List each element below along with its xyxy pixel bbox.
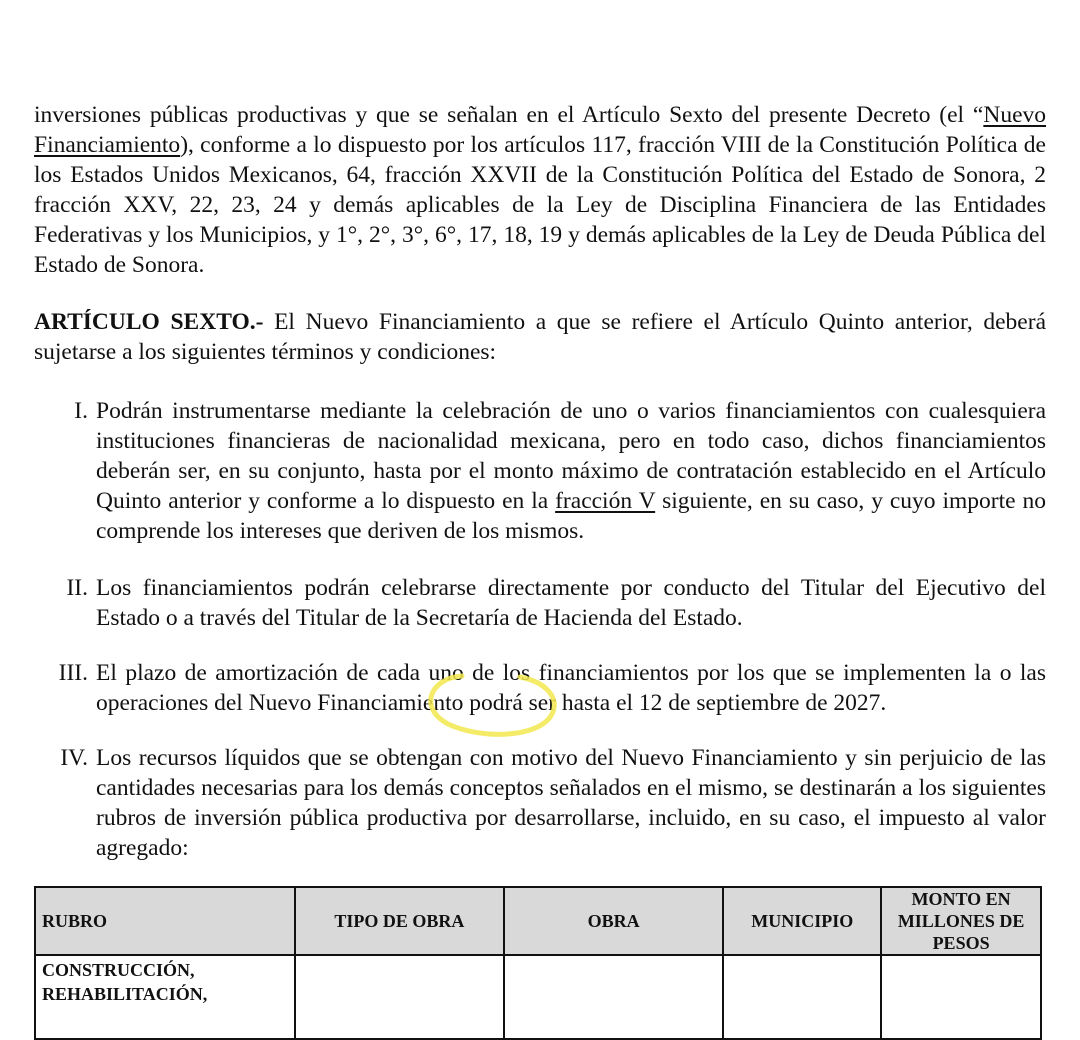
list-number: II. xyxy=(66,575,88,601)
list-text: Podrán instrumentarse mediante la celebración de uno o varios financiamientos con cualesquiera instituciones financieras de nacionalidad mexicana, pero en todo caso, dichos financiamientos deberán ser, en su conjunto, hasta por el monto máximo de contratación establecido en el Artículo Quinto anterior y conforme a lo dispuesto en la fracción V siguiente, en su caso, y cuyo importe no comprende los intereses que deriven de los mismos. xyxy=(96,398,1046,544)
articulo-sexto-heading: ARTÍCULO SEXTO.- xyxy=(34,309,264,335)
table-cell xyxy=(295,955,504,1039)
list-text: Los recursos líquidos que se obtengan con motivo del Nuevo Financiamiento y sin perjuicio de las cantidades necesarias para los demás conceptos señalados en el mismo, se destinarán a los siguientes rubros de inversión pública productiva por desarrollarse, incluido, en su caso, el impuesto al valor agregado: xyxy=(96,745,1046,861)
inversion-table xyxy=(34,886,1042,1026)
fraccion-v-reference[interactable]: fracción V xyxy=(555,488,656,514)
header-tipo-de-obra: TIPO DE OBRA xyxy=(295,887,504,955)
header-obra: OBRA xyxy=(504,887,723,955)
intro-paragraph: inversiones públicas productivas y que se señalan en el Artículo Sexto del presente Decreto (el “Nuevo Financiamiento), conforme a lo dispuesto por los artículos 117, fracción VIII de la Constitución Política de los Estados Unidos Mexicanos, 64, fracción XXVII de la Constitución Política del Estado de Sonora, 2 fracción XXV, 22, 23, 24 y demás aplicables de la Ley de Disciplina Financiera de las Entidades Federativas y los Municipios, y 1°, 2°, 3°, 6°, 17, 18, 19 y demás aplicables de la Ley de Deuda Pública del Estado de Sonora. xyxy=(34,102,1046,278)
table-cell xyxy=(881,955,1041,1039)
table-header-row xyxy=(35,887,1041,955)
articulo-sexto-paragraph xyxy=(34,307,1046,367)
header-municipio: MUNICIPIO xyxy=(723,887,881,955)
table-cell xyxy=(723,955,881,1039)
list-number: IV. xyxy=(60,745,88,771)
list-number: I. xyxy=(74,398,88,424)
table-cell xyxy=(504,955,723,1039)
table-row xyxy=(35,955,1041,1039)
nuevo-financiamiento-term: Nuevo Financiamiento xyxy=(34,102,1046,158)
articulo-sexto-body: El Nuevo Financiamiento a que se refiere el Artículo Quinto anterior, deberá sujetarse a los siguientes términos y condiciones: xyxy=(34,309,1046,365)
list-text: El plazo de amortización de cada uno de los financiamientos por los que se implementen la o las operaciones del Nuevo Financiamiento podrá ser hasta el 12 de septiembre de 2027. xyxy=(96,660,1046,716)
list-text: Los financiamientos podrán celebrarse directamente por conducto del Titular del Ejecutivo del Estado o a través del Titular de la Secretaría de Hacienda del Estado. xyxy=(96,575,1046,631)
header-monto: MONTO EN MILLONES DE PESOS xyxy=(881,887,1041,955)
header-rubro: RUBRO xyxy=(35,887,295,955)
list-number: III. xyxy=(58,660,88,686)
table-cell: CONSTRUCCIÓN, REHABILITACIÓN, xyxy=(35,955,295,1039)
